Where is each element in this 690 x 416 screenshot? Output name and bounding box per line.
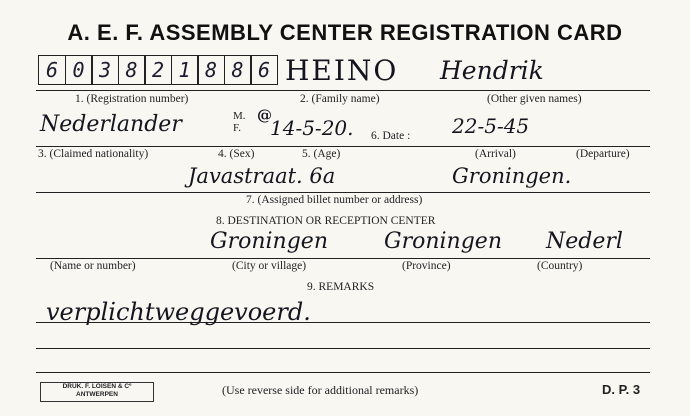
- country-label: (Country): [537, 260, 583, 272]
- family-name-value: HEINO: [285, 54, 399, 87]
- printer-city: ANTWERPEN: [76, 391, 118, 398]
- claimed-nationality-label: 3. (Claimed nationality): [38, 148, 149, 160]
- family-name-label: 2. (Family name): [300, 93, 380, 105]
- registration-digit: 0: [65, 55, 93, 85]
- nationality-value: Nederlander: [40, 112, 182, 137]
- name-or-number-label: (Name or number): [50, 260, 136, 272]
- billet-city-value: Groningen.: [452, 164, 572, 188]
- registration-digit: 3: [91, 55, 119, 85]
- registration-number-label: 1. (Registration number): [75, 93, 189, 105]
- date-label: 6. Date :: [371, 130, 411, 142]
- remarks-header: 9. REMARKS: [307, 281, 375, 293]
- printer-name: DRUK. F. LOISEN & Cº: [62, 383, 132, 390]
- destination-name-value: Groningen: [210, 229, 328, 254]
- sex-female-label: F.: [233, 122, 241, 134]
- rule-line: [36, 258, 650, 259]
- rule-line: [36, 322, 650, 323]
- registration-digit: 8: [224, 55, 252, 85]
- remarks-value: verplichtweggevoerd.: [46, 298, 311, 326]
- registration-digit: 8: [118, 55, 146, 85]
- destination-header: 8. DESTINATION OR RECEPTION CENTER: [216, 215, 436, 227]
- card-title: A. E. F. ASSEMBLY CENTER REGISTRATION CARD: [67, 20, 623, 45]
- reverse-side-note: (Use reverse side for additional remarks): [222, 383, 419, 397]
- arrival-date-value: 22-5-45: [452, 114, 530, 138]
- other-given-names-label: (Other given names): [487, 93, 582, 105]
- destination-city-value: Groningen: [384, 229, 502, 254]
- departure-label: (Departure): [576, 148, 630, 160]
- given-names-value: Hendrik: [440, 56, 544, 85]
- printer-stamp: [40, 382, 154, 402]
- sex-male-label: M.: [233, 110, 246, 122]
- age-value: 14-5-20.: [270, 116, 354, 140]
- rule-line: [36, 348, 650, 349]
- registration-digit: 6: [250, 55, 278, 85]
- sex-label: 4. (Sex): [218, 148, 255, 160]
- city-or-village-label: (City or village): [232, 260, 307, 272]
- sex-mark: @: [257, 106, 272, 124]
- rule-line: [36, 192, 650, 193]
- assigned-billet-value: Javastraat. 6a: [188, 164, 336, 188]
- destination-country-value: Nederl: [546, 229, 623, 254]
- registration-digit: 2: [144, 55, 172, 85]
- assigned-billet-label: 7. (Assigned billet number or address): [246, 194, 423, 206]
- province-label: (Province): [402, 260, 451, 272]
- rule-line: [36, 146, 650, 147]
- registration-digit: 1: [171, 55, 199, 85]
- form-code: D. P. 3: [602, 382, 641, 397]
- registration-digit: 6: [38, 55, 66, 85]
- rule-line: [36, 90, 650, 91]
- registration-number-boxes: [38, 55, 277, 85]
- arrival-label: (Arrival): [475, 148, 516, 160]
- age-label: 5. (Age): [302, 148, 341, 160]
- registration-digit: 8: [197, 55, 225, 85]
- rule-line: [36, 372, 650, 373]
- sex-options: [233, 110, 246, 134]
